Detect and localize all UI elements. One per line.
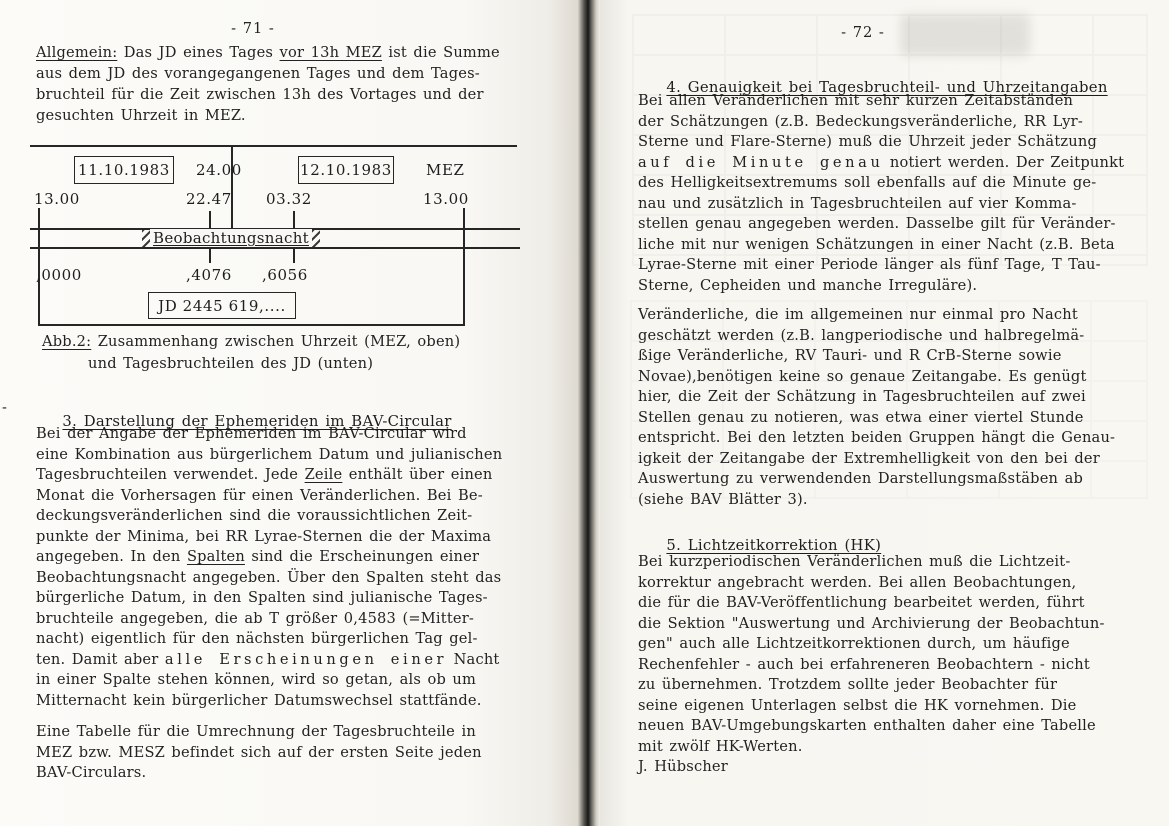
paragraph-genauigkeit-2: Veränderliche, die im allgemeinen nur einmal pro Nacht geschätzt werden (z.B. langperiodische und halbregelmä- ßige Veränderliche, RV Tauri- und R CrB-Sterne sowie Novae),benötigen keine so genaue Zeitangabe. Es genügt hier, die Zeit der Schätzung in Tagesbruchteilen auf zwei Stellen genau zu notieren, was etwa einer viertel Stunde entspricht. Bei den letzten beiden Gruppen hängt die Genau- igkeit der Zeitangabe der Extremhelligkeit von den bei der Auswertung zu verwendenden Darstellungsmaßstäben ab (siehe BAV Blätter 3). bbox=[638, 306, 1116, 508]
figure-time-2247: 22.47 bbox=[186, 190, 232, 208]
figure-fraction-6056: ,6056 bbox=[262, 266, 308, 284]
figure-jd-box: JD 2445 619,.... bbox=[148, 292, 296, 319]
figure-top-rule bbox=[30, 145, 517, 147]
figure-midnight-label: 24.00 bbox=[196, 161, 242, 179]
figure-caption: Abb.2: Zusammenhang zwischen Uhrzeit (MEZ, oben) und Tagesbruchteilen des JD (unten) bbox=[42, 333, 461, 372]
figure-night-label: Beobachtungsnacht bbox=[150, 229, 312, 247]
figure-timezone-label: MEZ bbox=[426, 161, 465, 179]
paragraph-section3: Bei der Angabe der Ephemeriden im BAV-Circular wird eine Kombination aus bürgerlichem Datum und julianischen Tagesbruchteilen verwendet. Jede Zeile enthält über einen Monat die Vorhersagen für einen Veränderlichen. Bei Be- deckungsveränderlichen sind die voraussichtlichen Zeit- punkte der Minima, bei RR Lyrae-Sternen die der Maxima angegeben. In den Spalten sind die Erscheinungen einer Beobachtungsnacht angegeben. Über den Spalten steht das bürgerliche Datum, in den Spalten sind julianische Tages- bruchteile angegeben, die ab T größer 0,4583 (=Mitter- nacht) eigentlich für den nächsten bürgerlichen Tag gel- ten. Damit aber alle Erscheinungen einer Nacht in einer Spalte stehen können, wird so getan, als ob um Mitternacht kein bürgerlicher Datumswechsel stattfände. bbox=[36, 425, 503, 709]
figure-time-1300-right: 13.00 bbox=[423, 190, 469, 208]
section-3-heading-text: 3. Darstellung der Ephemeriden im BAV-Circular bbox=[62, 413, 452, 430]
figure-tick-2247-lower bbox=[209, 248, 211, 263]
page-number-71: - 71 - bbox=[231, 20, 275, 37]
figure-date-box-left: 11.10.1983 bbox=[74, 156, 174, 184]
figure-date-box-right: 12.10.1983 bbox=[298, 156, 394, 184]
section-4-heading-text: 4. Genauigkeit bei Tagesbruchteil- und Uhrzeitangaben bbox=[666, 79, 1108, 96]
section-5-heading-text: 5. Lichtzeitkorrektion (HK) bbox=[666, 537, 882, 554]
scanned-page-71 bbox=[0, 0, 578, 826]
figure-night-hatch-box bbox=[142, 230, 320, 248]
paragraph-tabelle: Eine Tabelle für die Umrechnung der Tagesbruchteile in MEZ bzw. MESZ befindet sich auf der ersten Seite jeden BAV-Circulars. bbox=[36, 723, 482, 781]
figure-tick-0332-lower bbox=[293, 248, 295, 263]
scanned-page-72 bbox=[600, 0, 1169, 826]
figure-midnight-line bbox=[231, 145, 233, 229]
figure-tick-0332-upper bbox=[293, 211, 295, 229]
author-signature: J. Hübscher bbox=[638, 758, 728, 775]
paragraph-allgemein: Allgemein: Das JD eines Tages vor 13h MEZ ist die Summe aus dem JD des vorangegangenen Tages und dem Tages- bruchteil für die Zeit zwischen 13h des Vortages und der gesuchten Uhrzeit in MEZ. bbox=[36, 44, 500, 124]
figure-time-0332: 03.32 bbox=[266, 190, 312, 208]
paragraph-lichtzeit: Bei kurzperiodischen Veränderlichen muß die Lichtzeit- korrektur angebracht werden. Bei allen Beobachtungen, die für die BAV-Veröffentlichung bearbeitet werden, führt die Sektion "Auswertung und Archivierung der Beobachtun- gen" auch alle Lichtzeitkorrektionen durch, um häufige Rechenfehler - auch bei erfahreneren Beobachtern - nicht zu übernehmen. Trotzdem sollte jeder Beobachter für seine eigenen Unterlagen selbst die HK vornehmen. Die neuen BAV-Umgebungskarten enthalten daher eine Tabelle mit zwölf HK-Werten. bbox=[638, 553, 1105, 755]
margin-dash-mark: - bbox=[2, 399, 8, 416]
paragraph-genauigkeit-1: Bei allen Veränderlichen mit sehr kurzen Zeitabständen der Schätzungen (z.B. Bedeckungsveränderliche, RR Lyr- Sterne und Flare-Sterne) muß die Uhrzeit jeder Schätzung auf die Minute genau notiert werden. Der Zeitpunkt des Helligkeitsextremums soll ebenfalls auf die Minute ge- nau und zusätzlich in Tagesbruchteilen auf vier Komma- stellen genau angegeben werden. Dasselbe gilt für Veränder- liche mit nur wenigen Schätzungen in einer Nacht (z.B. Beta Lyrae-Sterne mit einer Periode länger als fünf Tage, T Tau- Sterne, Cepheiden und manche Irreguläre). bbox=[638, 92, 1125, 294]
book-spine-gutter bbox=[578, 0, 600, 826]
figure-tick-2247-upper bbox=[209, 211, 211, 229]
showthrough-ink-artifact bbox=[900, 14, 1030, 56]
figure-bottom-rule bbox=[38, 324, 465, 326]
figure-time-1300-left: 13.00 bbox=[34, 190, 80, 208]
figure-fraction-4076: ,4076 bbox=[186, 266, 232, 284]
page-number-72: - 72 - bbox=[841, 24, 885, 41]
figure-right-boundary-line bbox=[463, 208, 465, 325]
figure-fraction-0000: ,0000 bbox=[36, 266, 82, 284]
